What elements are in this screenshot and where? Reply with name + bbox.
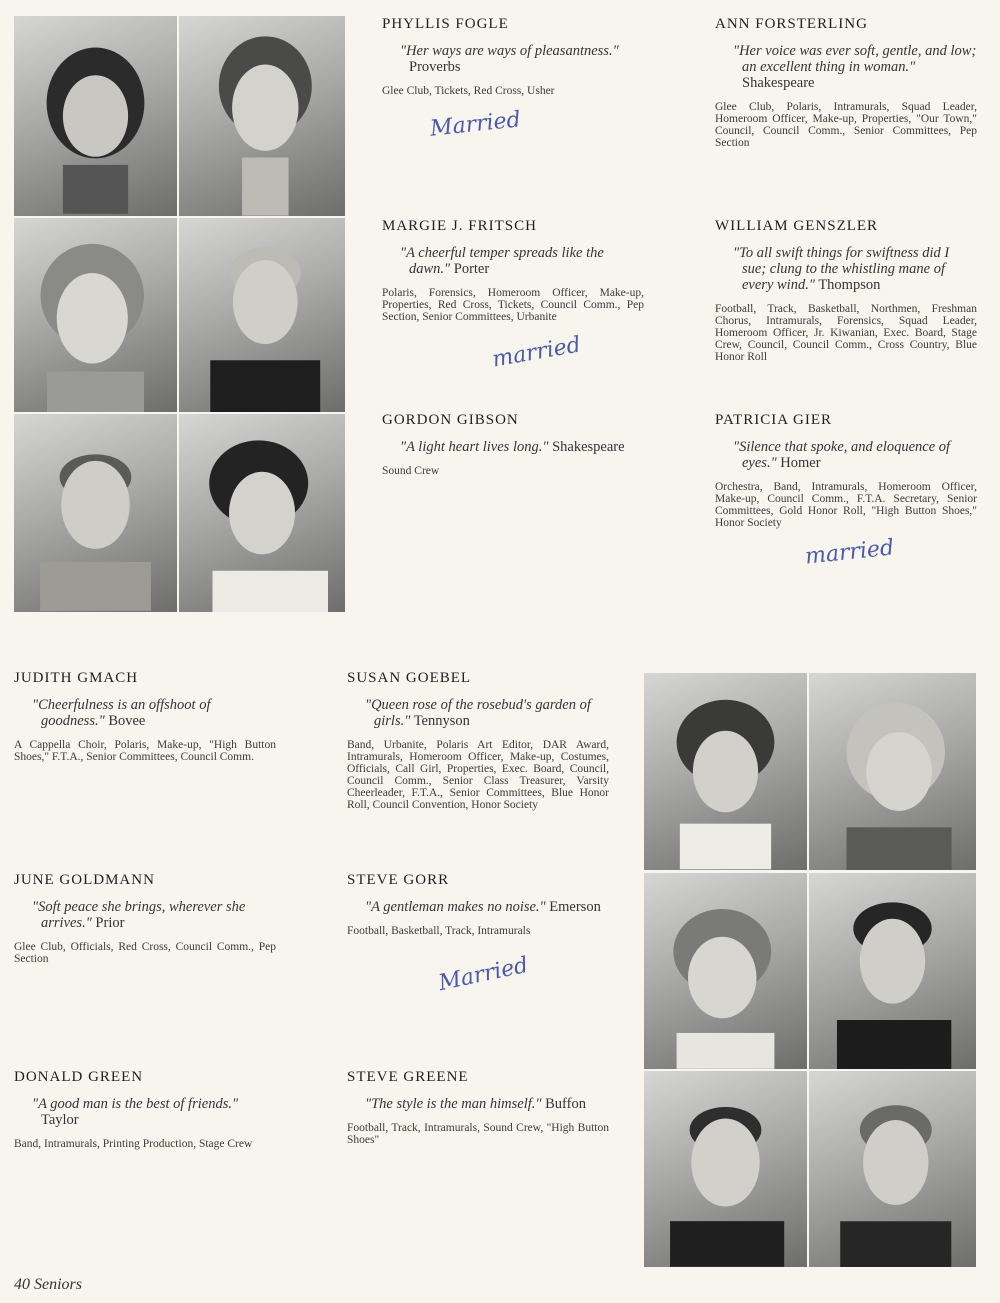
entry-patricia-gier <box>715 412 977 529</box>
entry-phyllis-fogle <box>382 16 644 97</box>
entry-name: DONALD GREEN <box>14 1069 144 1085</box>
entry-name: PATRICIA GIER <box>715 412 833 428</box>
entry-quote: "To all swift things for swiftness did I sue; clung to the whistling mane of every wind." Thompson <box>733 245 950 293</box>
portrait-ann-forsterling <box>179 16 345 216</box>
portrait-margie-fritsch <box>14 218 177 412</box>
entry-name: MARGIE J. FRITSCH <box>382 218 537 234</box>
entry-activities: Football, Basketball, Track, Intramurals <box>347 925 531 937</box>
entry-activities: Band, Intramurals, Printing Production, Stage Crew <box>14 1138 253 1150</box>
entry-name: SUSAN GOEBEL <box>347 670 472 686</box>
entry-name: JUDITH GMACH <box>14 670 139 686</box>
portrait-steve-greene <box>809 1071 976 1267</box>
entry-quote: "Cheerfulness is an offshoot of goodness." Bovee <box>32 697 211 729</box>
entry-gordon-gibson <box>382 412 644 477</box>
entry-margie-fritsch <box>382 218 644 323</box>
entry-activities: Glee Club, Tickets, Red Cross, Usher <box>382 85 555 97</box>
handwritten-note: married <box>490 332 583 373</box>
portrait-phyllis-fogle <box>14 16 177 216</box>
handwritten-note: Married <box>436 952 531 997</box>
entry-name: GORDON GIBSON <box>382 412 519 428</box>
entry-quote: "A cheerful temper spreads like the dawn." Porter <box>400 245 604 277</box>
entry-activities: Glee Club, Officials, Red Cross, Council Comm., Pep Section <box>14 941 276 965</box>
entry-william-genszler <box>715 218 977 363</box>
entry-quote: "Soft peace she brings, wherever she arrives." Prior <box>32 899 246 931</box>
page-footer: 40 Seniors <box>14 1276 82 1293</box>
entry-activities: Polaris, Forensics, Homeroom Officer, Make-up, Properties, Red Cross, Tickets, Council Comm., Pep Section, Senior Committees, Urbanite <box>382 287 644 323</box>
portrait-donald-green <box>644 1071 807 1267</box>
portrait-judith-gmach <box>644 673 807 870</box>
portrait-june-goldmann <box>644 873 807 1069</box>
entry-quote: "A gentleman makes no noise." Emerson <box>365 899 601 915</box>
entry-steve-greene <box>347 1069 609 1146</box>
entry-donald-green <box>14 1069 276 1150</box>
portrait-steve-gorr <box>809 873 976 1069</box>
portrait-gordon-gibson <box>14 414 177 612</box>
entry-name: JUNE GOLDMANN <box>14 872 155 888</box>
entry-name: PHYLLIS FOGLE <box>382 16 509 32</box>
entry-name: STEVE GORR <box>347 872 450 888</box>
entry-ann-forsterling <box>715 16 977 149</box>
entry-quote: "Her voice was ever soft, gentle, and low; an excellent thing in woman." Shakespeare <box>733 43 977 91</box>
entry-activities: Football, Track, Basketball, Northmen, Freshman Chorus, Intramurals, Forensics, Squad Leader, Homeroom Officer, Jr. Kiwanian, Exec. Board, Stage Crew, Council, Council Comm., Cross Country, Blue Honor Roll <box>715 303 977 363</box>
entry-activities: Football, Track, Intramurals, Sound Crew, "High Button Shoes" <box>347 1122 609 1146</box>
entry-quote: "Silence that spoke, and eloquence of eyes." Homer <box>733 439 951 471</box>
entry-activities: Glee Club, Polaris, Intramurals, Squad Leader, Homeroom Officer, Make-up, Properties, "Our Town," Council, Council Comm., Senior Committees, Pep Section <box>715 101 977 149</box>
entry-quote: "A light heart lives long." Shakespeare <box>400 439 625 455</box>
handwritten-note: married <box>803 535 896 570</box>
entry-name: ANN FORSTERLING <box>715 16 868 32</box>
portrait-william-genszler <box>179 218 345 412</box>
handwritten-note: Married <box>428 107 522 142</box>
entry-june-goldmann <box>14 872 276 965</box>
entry-activities: Sound Crew <box>382 465 440 477</box>
entry-judith-gmach <box>14 670 276 763</box>
entry-quote: "Her ways are ways of pleasantness." Proverbs <box>400 43 619 75</box>
portrait-susan-goebel <box>809 673 976 870</box>
entry-steve-gorr <box>347 872 609 937</box>
entry-activities: Orchestra, Band, Intramurals, Homeroom Officer, Make-up, Council Comm., F.T.A. Secretary, Senior Committees, Gold Honor Roll, "High Button Shoes," Honor Society <box>715 481 977 529</box>
portrait-patricia-gier <box>179 414 345 612</box>
entry-quote: "Queen rose of the rosebud's garden of girls." Tennyson <box>365 697 591 729</box>
entry-activities: A Cappella Choir, Polaris, Make-up, "High Button Shoes," F.T.A., Senior Committees, Council Comm. <box>14 739 276 763</box>
entry-name: STEVE GREENE <box>347 1069 469 1085</box>
entry-name: WILLIAM GENSZLER <box>715 218 879 234</box>
entry-susan-goebel <box>347 670 609 811</box>
entry-activities: Band, Urbanite, Polaris Art Editor, DAR Award, Intramurals, Homeroom Officer, Make-up, Costumes, Officials, Call Girl, Properties, Exec. Board, Council, Council Comm., Senior Class Treasurer, Varsity Cheerleader, F.T.A., Senior Committees, Blue Honor Roll, Council Convention, Honor Society <box>347 739 609 811</box>
entry-quote: "A good man is the best of friends." Taylor <box>32 1096 239 1128</box>
entry-quote: "The style is the man himself." Buffon <box>365 1096 586 1112</box>
